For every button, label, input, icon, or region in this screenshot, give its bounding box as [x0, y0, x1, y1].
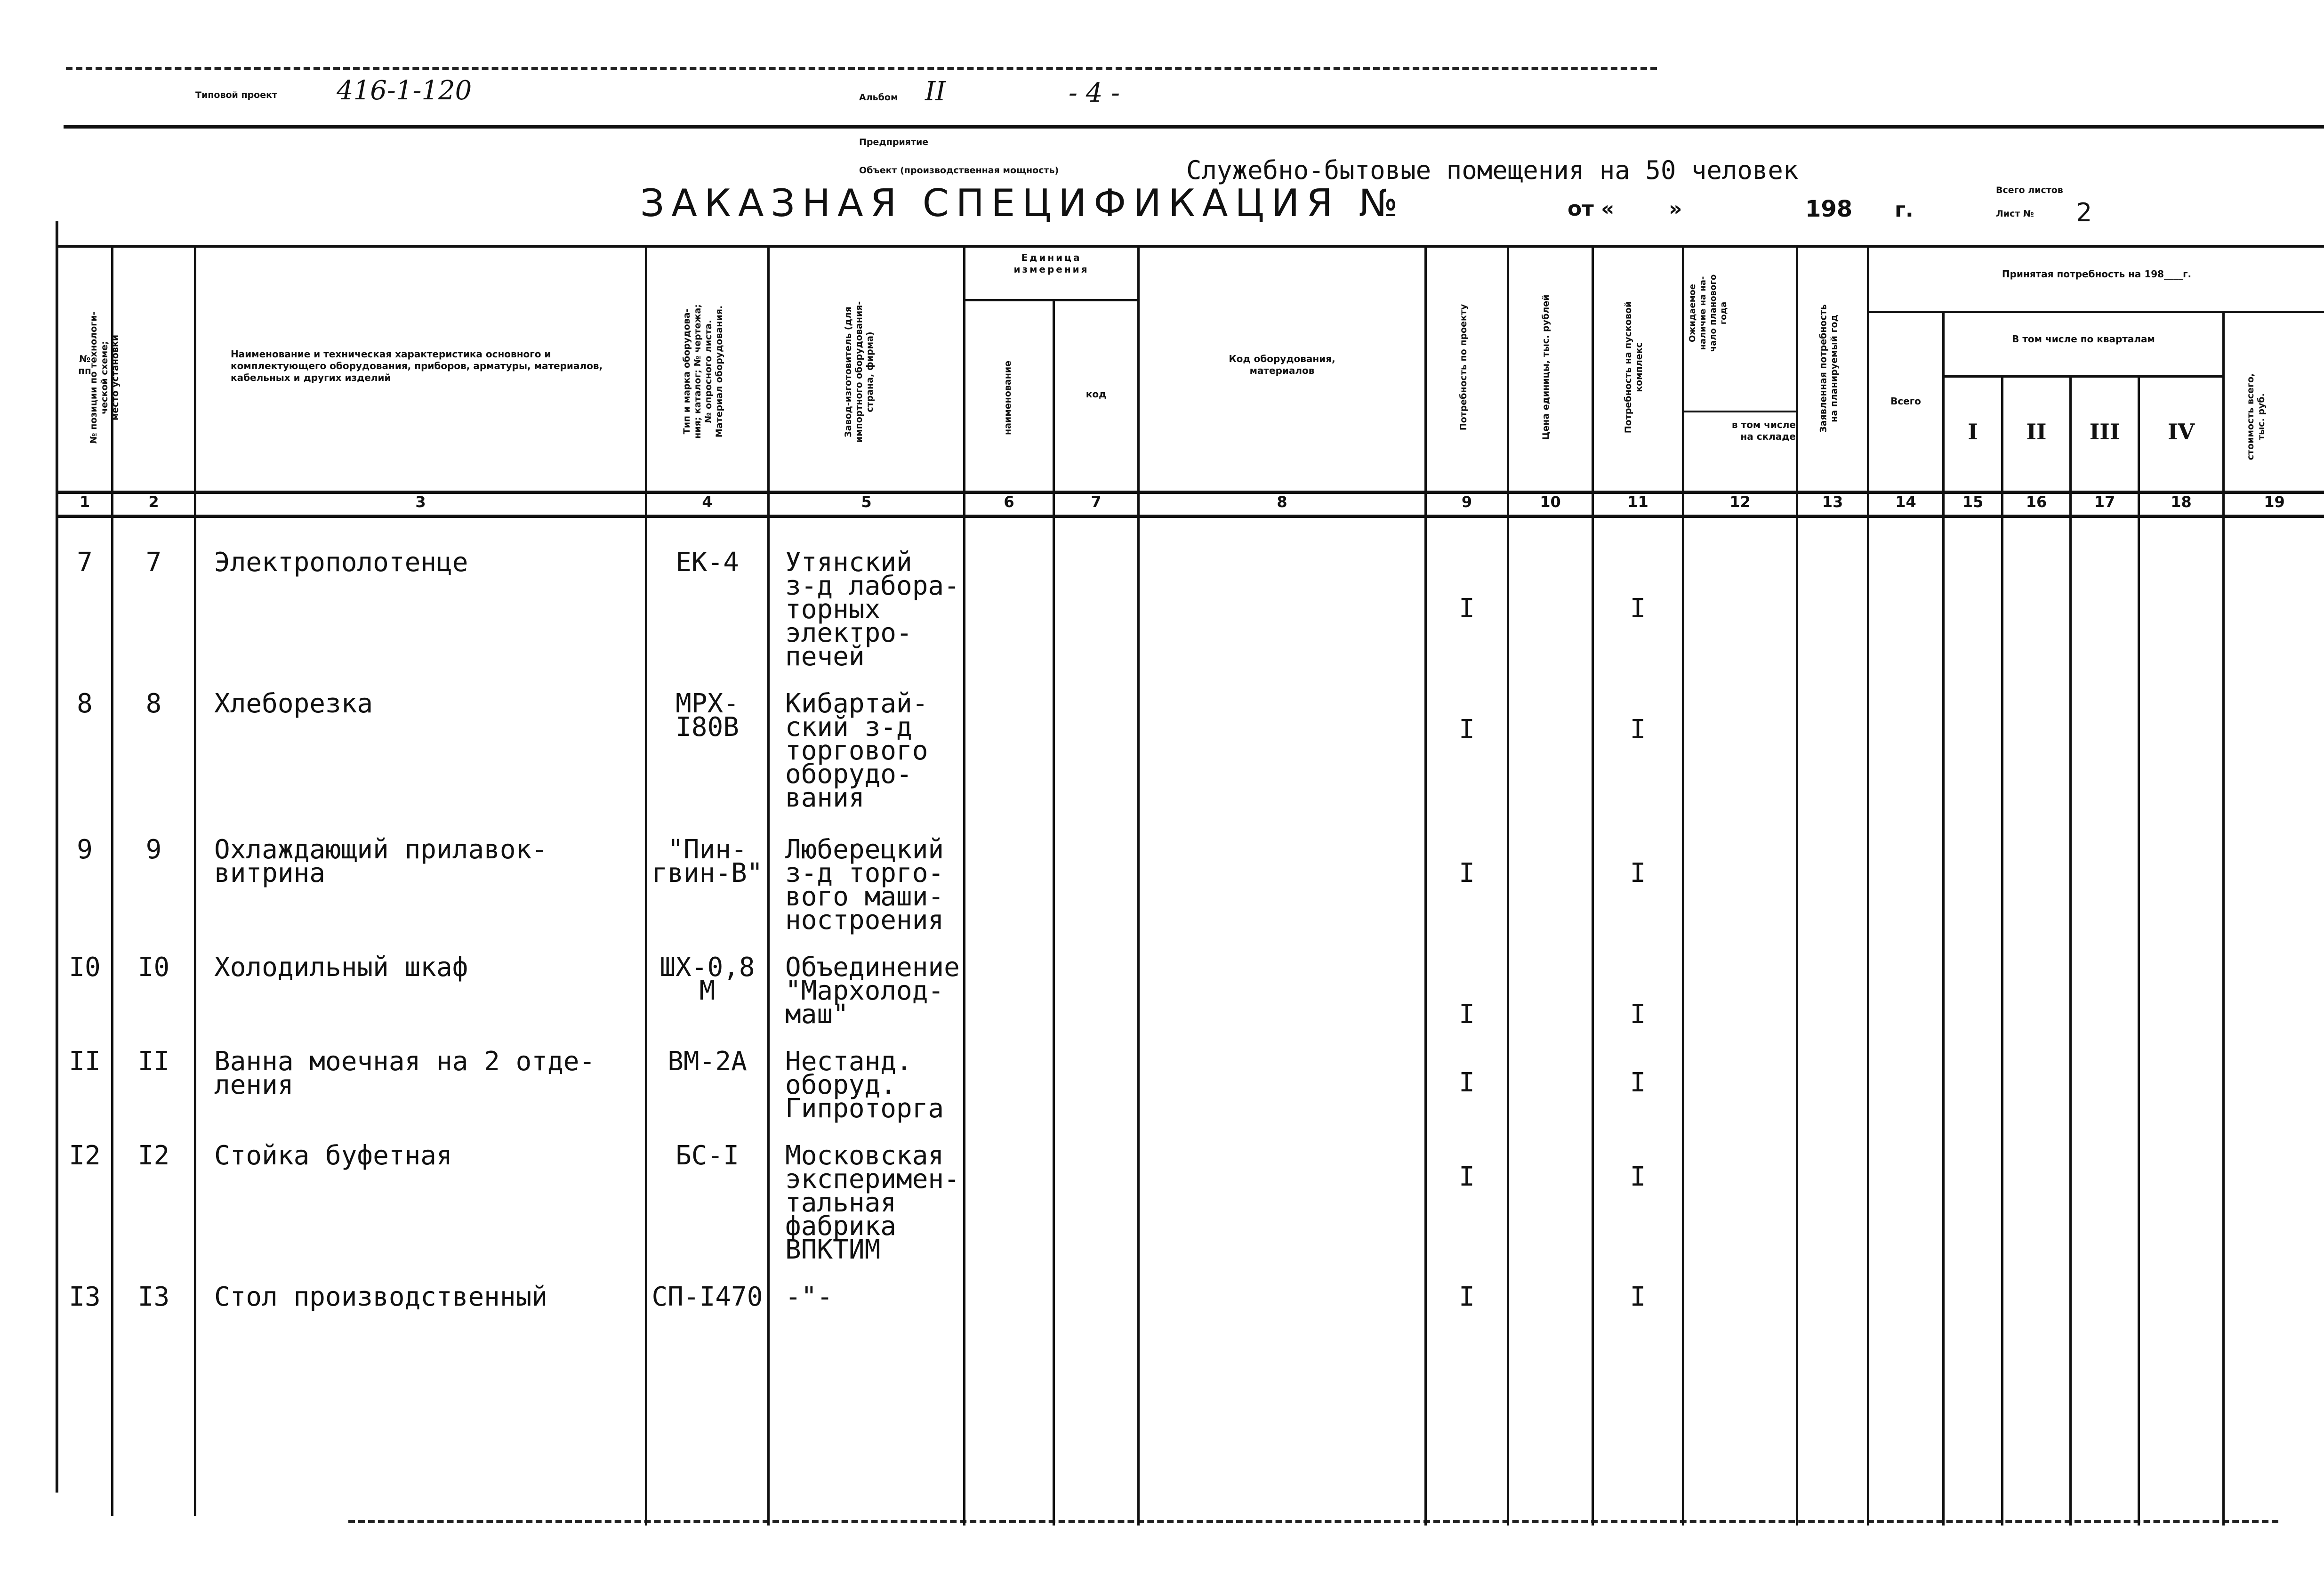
col-header-19: стоимость всего, тыс. руб.	[2245, 373, 2267, 460]
col-sep	[1867, 245, 1869, 1526]
col-sep	[1053, 299, 1055, 1526]
top-dashed-line	[66, 67, 1657, 70]
col-header-q3: III	[2089, 419, 2120, 444]
col-number: 1	[79, 493, 90, 511]
row-position: I2	[137, 1140, 170, 1171]
row-need: I	[1459, 858, 1475, 888]
row-type: "Пин- гвин-В"	[651, 834, 763, 888]
col-number: 2	[148, 493, 159, 511]
sheet-label: Лист №	[1996, 209, 2034, 219]
row-type: БС-I	[675, 1140, 739, 1171]
col-number: 5	[861, 493, 872, 511]
row-number: I2	[69, 1140, 101, 1171]
col-number: 10	[1540, 493, 1561, 511]
row-need: I	[1459, 999, 1475, 1030]
row-type: ШХ-0,8 М	[659, 952, 755, 1006]
row-need: I	[1459, 714, 1475, 745]
from-close: »	[1669, 197, 1682, 221]
col-header-3: Наименование и техническая характеристика основного и комплектующего оборудования, приборов, арматуры, материалов, кабельных и других изделий	[231, 348, 603, 383]
col-sep	[194, 245, 196, 1516]
row-number: I3	[69, 1282, 101, 1312]
col-number: 19	[2264, 493, 2285, 511]
from-label: от «	[1568, 197, 1615, 221]
header-rule	[64, 125, 2324, 129]
row-start: I	[1630, 1282, 1646, 1312]
col-header-10: Цена единицы, тыс. рублей	[1541, 294, 1551, 440]
row-number: 8	[77, 688, 93, 719]
col-number: 13	[1822, 493, 1843, 511]
total-sheets-label: Всего листов	[1996, 185, 2063, 195]
col-sep	[645, 245, 647, 1526]
object-value: Служебно-бытовые помещения на 50 человек	[1186, 155, 1799, 185]
col-sep	[1507, 245, 1509, 1526]
row-name: Холодильный шкаф	[214, 952, 468, 983]
col-sep	[1592, 245, 1594, 1526]
col-number: 4	[702, 493, 713, 511]
object-label: Объект (производственная мощность)	[859, 165, 1059, 176]
col-header-6: наименование	[1003, 360, 1013, 436]
row-start: I	[1630, 1162, 1646, 1192]
row-name: Хлеборезка	[214, 688, 373, 719]
row-start: I	[1630, 999, 1646, 1030]
row-name: Ванна моечная на 2 отде- ления	[214, 1046, 595, 1100]
col-sep	[2138, 375, 2140, 1526]
row-maker: -"-	[785, 1282, 833, 1312]
col-header-1: № пп	[78, 353, 91, 376]
col-number: 8	[1277, 493, 1287, 511]
accepted-group-line	[1867, 311, 2324, 313]
col-number: 18	[2171, 493, 2192, 511]
row-name: Охлаждающий прилавок- витрина	[214, 834, 548, 888]
row-position: 8	[145, 688, 162, 719]
col-sep	[1424, 245, 1427, 1526]
col-header-8: Код оборудования, материалов	[1229, 353, 1335, 376]
col-header-q2: II	[2026, 419, 2047, 444]
row-maker: Люберецкий з-д торго- вого маши- ностроения	[785, 834, 944, 936]
col-header-q4: IV	[2167, 419, 2195, 444]
col-number: 3	[415, 493, 426, 511]
col-header-5: Завод-изготовитель (для импортного оборудования- страна, фирма)	[843, 301, 875, 443]
col-sep	[2069, 375, 2072, 1526]
col-number: 17	[2094, 493, 2115, 511]
col-number: 11	[1627, 493, 1649, 511]
col-header-9: Потребность по проекту	[1458, 304, 1469, 431]
col-sep	[767, 245, 770, 1526]
col-number: 16	[2026, 493, 2047, 511]
unit-group-line	[963, 299, 1137, 301]
row-maker: Утянский з-д лабора- торных электро- печей	[785, 547, 960, 672]
row-name: Стойка буфетная	[214, 1140, 452, 1171]
col-number: 6	[1004, 493, 1014, 511]
row-need: I	[1459, 1162, 1475, 1192]
row-start: I	[1630, 714, 1646, 745]
col-header-accepted-group: Принятая потребность на 198____г.	[2002, 268, 2192, 280]
row-number: II	[69, 1046, 101, 1077]
sheet-value: 2	[2076, 198, 2092, 227]
row-position: I0	[137, 952, 170, 983]
table-top-line	[56, 245, 2324, 248]
album-value: II	[925, 76, 946, 107]
row-maker: Объединение "Мархолод- маш"	[785, 952, 960, 1030]
project-value: 416-1-120	[337, 75, 472, 106]
col-sep	[2001, 375, 2003, 1526]
col-number: 9	[1461, 493, 1472, 511]
row-maker: Кибартай- ский з-д торгового оборудо- вания	[785, 688, 928, 813]
col-sep	[963, 245, 965, 1526]
row-name: Электрополотенце	[214, 547, 468, 578]
enterprise-label: Предприятие	[859, 137, 929, 147]
row-position: 7	[145, 547, 162, 578]
col-number: 12	[1729, 493, 1751, 511]
col-header-12-bottom: в том числе на складе	[1731, 419, 1796, 442]
album-label: Альбом	[859, 92, 898, 103]
col-header-unit-group: Единица измерения	[1013, 252, 1089, 275]
row-start: I	[1630, 593, 1646, 624]
row-maker: Московская эксперимен- тальная фабрика ВПКТИМ	[785, 1140, 960, 1265]
col-number: 14	[1895, 493, 1916, 511]
col-header-7: код	[1086, 388, 1107, 400]
row-number: 7	[77, 547, 93, 578]
row-need: I	[1459, 1282, 1475, 1312]
row-type: ВМ-2А	[667, 1046, 747, 1077]
col-header-quarters-group: В том числе по кварталам	[2012, 333, 2155, 345]
row-start: I	[1630, 858, 1646, 888]
col-header-2: № позиции по технологи- ческой схеме; место установки	[88, 311, 121, 444]
row-start: I	[1630, 1067, 1646, 1098]
row-type: СП-I470	[651, 1282, 763, 1312]
col-sep	[1137, 245, 1140, 1526]
col-number: 7	[1091, 493, 1102, 511]
col-sep	[1796, 245, 1798, 1526]
row-need: I	[1459, 593, 1475, 624]
col-header-13: Заявленная потребность на планируемый год	[1818, 304, 1840, 433]
page-title: ЗАКАЗНАЯ СПЕЦИФИКАЦИЯ №	[640, 181, 1405, 225]
col-header-12-top: Ожидаемое наличие на на- чало планового года	[1688, 274, 1729, 352]
bottom-dashed-line	[348, 1520, 2278, 1523]
row-need: I	[1459, 1067, 1475, 1098]
row-position: 9	[145, 834, 162, 865]
c12-split-line	[1682, 411, 1796, 412]
project-label: Типовой проект	[195, 90, 278, 100]
quarters-group-line	[1942, 375, 2222, 378]
row-type: МРХ- I80В	[675, 688, 739, 743]
row-name: Стол производственный	[214, 1282, 548, 1312]
year-value: 198	[1805, 196, 1853, 222]
col-header-14: Всего	[1890, 396, 1921, 407]
row-number: I0	[69, 952, 101, 983]
row-maker: Нестанд. оборуд. Гипроторга	[785, 1046, 944, 1124]
col-header-q1: I	[1968, 419, 1978, 444]
col-number: 15	[1962, 493, 1984, 511]
row-type: ЕК-4	[675, 547, 739, 578]
row-position: II	[137, 1046, 170, 1077]
year-suffix: г.	[1895, 198, 1914, 222]
page-number: - 4 -	[1069, 78, 1120, 108]
row-position: I3	[137, 1282, 170, 1312]
row-number: 9	[77, 834, 93, 865]
table-numbers-bottom	[56, 515, 2324, 518]
col-header-4: Тип и марка оборудова- ния; каталог; № чертежа; № опросного листа. Материал оборудования.	[682, 304, 724, 439]
col-header-11: Потребность на пусковой комплекс	[1623, 301, 1644, 434]
